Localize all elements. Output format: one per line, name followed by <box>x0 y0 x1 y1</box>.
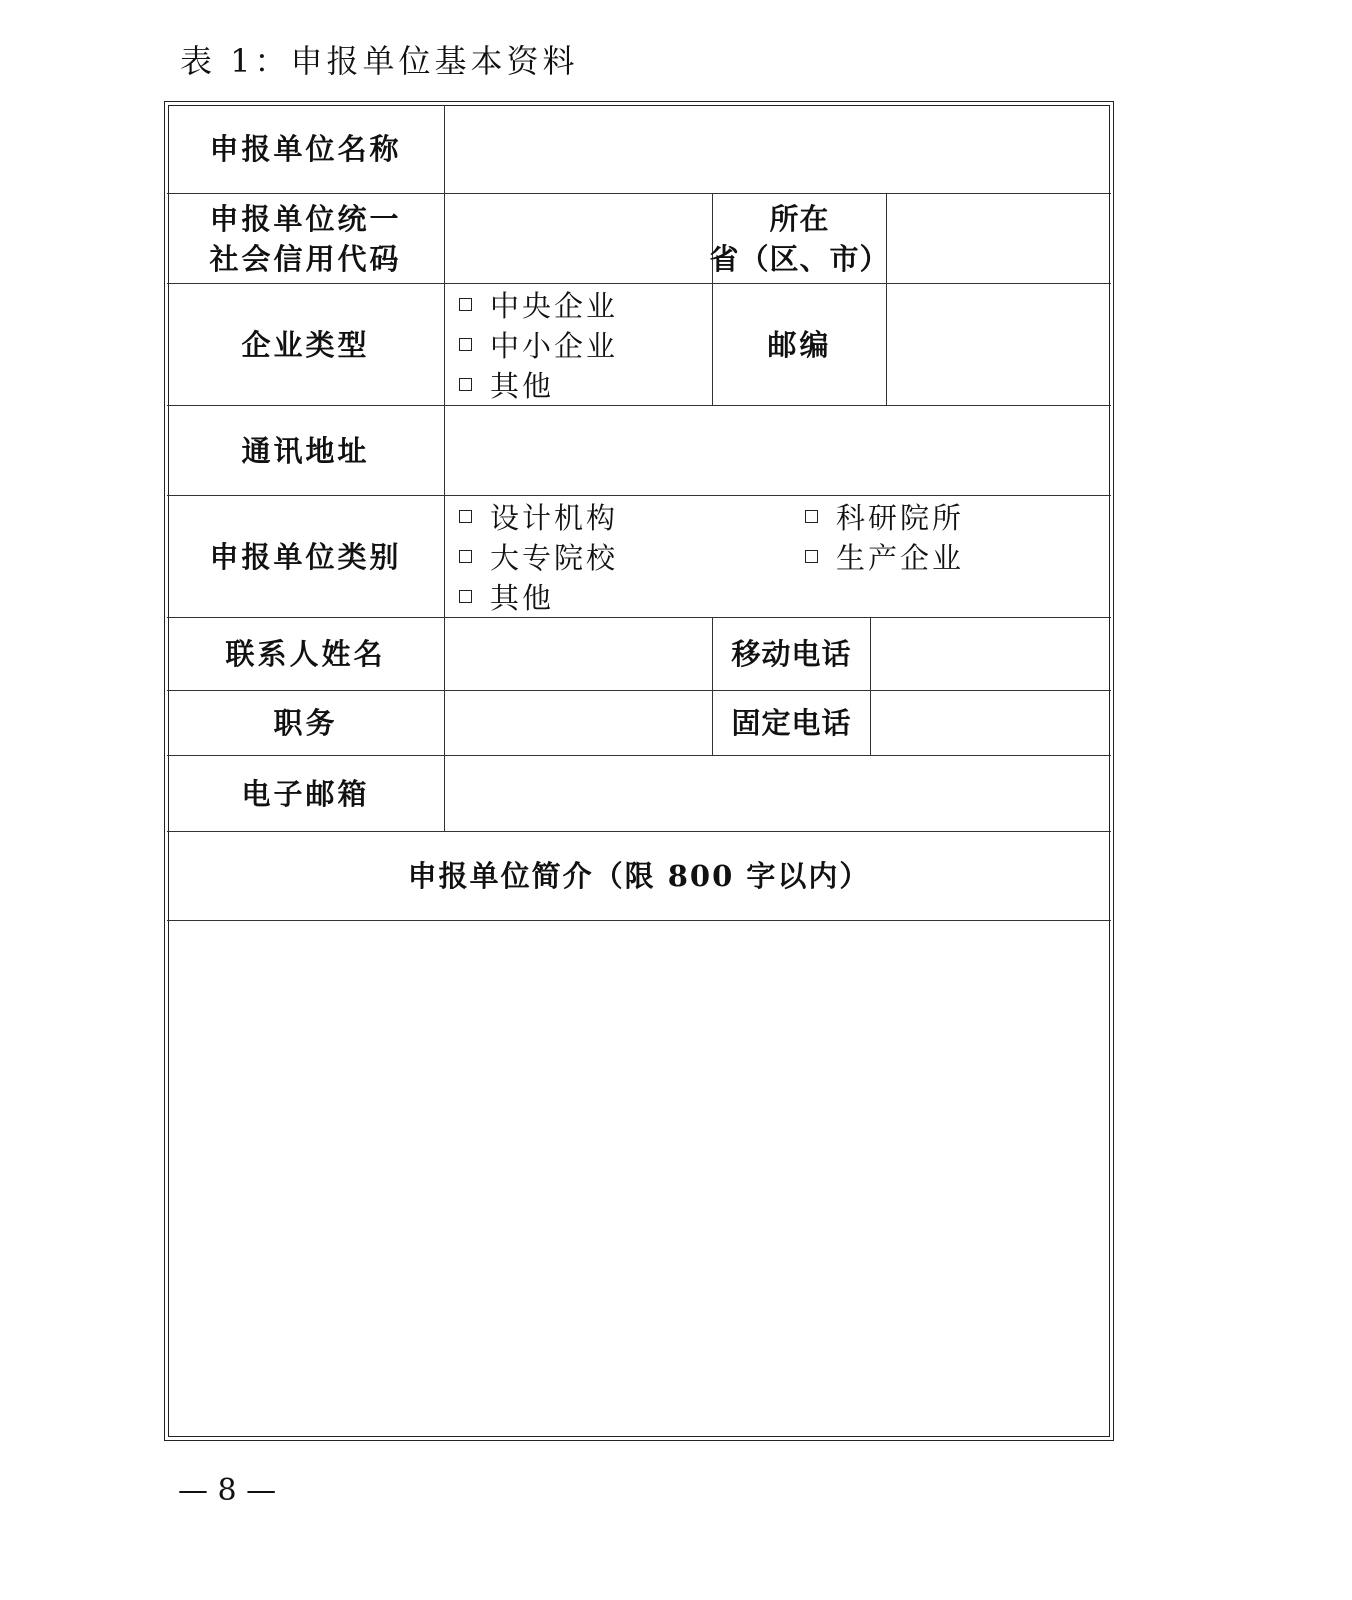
address-label: 通讯地址 <box>241 433 370 468</box>
landline-label: 固定电话 <box>731 706 852 740</box>
province-label-line1: 所在 <box>769 201 830 236</box>
checkbox-icon[interactable] <box>459 510 472 523</box>
unit-category-label: 申报单位类别 <box>209 539 402 574</box>
unit-category-option[interactable] <box>805 536 964 576</box>
intro-label: 申报单位简介（限 800 字以内） <box>407 859 871 893</box>
option-label: 中央企业 <box>490 288 619 323</box>
province-label <box>709 194 890 283</box>
unit-category-option[interactable] <box>459 496 618 536</box>
enterprise-type-label: 企业类型 <box>241 327 370 362</box>
option-label: 科研院所 <box>836 500 965 535</box>
checkbox-icon[interactable] <box>459 338 472 351</box>
credit-code-field[interactable] <box>445 194 712 283</box>
mobile-label: 移动电话 <box>731 637 852 671</box>
option-label: 大专院校 <box>490 540 619 575</box>
checkbox-icon[interactable] <box>459 550 472 563</box>
landline-field[interactable] <box>871 691 1111 755</box>
postcode-field[interactable] <box>887 284 1111 405</box>
option-label: 其他 <box>490 580 555 615</box>
option-label: 生产企业 <box>836 540 965 575</box>
checkbox-icon[interactable] <box>805 510 818 523</box>
credit-code-label-line2: 社会信用代码 <box>209 241 402 276</box>
table-caption: 表 1：申报单位基本资料 <box>180 42 579 80</box>
enterprise-type-option[interactable] <box>459 324 618 364</box>
province-field[interactable] <box>887 194 1111 283</box>
position-label: 职务 <box>273 706 338 740</box>
option-label: 设计机构 <box>490 500 619 535</box>
unit-category-option[interactable] <box>459 576 554 616</box>
page-number: — 8 — <box>178 1473 277 1508</box>
mobile-field[interactable] <box>871 618 1111 690</box>
option-label: 中小企业 <box>490 328 619 363</box>
province-label-line2: 省（区、市） <box>709 241 890 276</box>
contact-name-field[interactable] <box>445 618 712 690</box>
checkbox-icon[interactable] <box>459 378 472 391</box>
unit-category-options <box>445 496 1111 617</box>
unit-category-option[interactable] <box>459 536 618 576</box>
enterprise-type-option[interactable] <box>459 284 618 324</box>
address-field[interactable] <box>445 406 1111 495</box>
credit-code-label-line1: 申报单位统一 <box>209 201 402 236</box>
unit-name-label: 申报单位名称 <box>209 132 402 166</box>
checkbox-icon[interactable] <box>459 298 472 311</box>
unit-name-field[interactable] <box>445 105 1111 193</box>
unit-category-option[interactable] <box>805 496 964 536</box>
postcode-label: 邮编 <box>767 327 832 362</box>
email-label: 电子邮箱 <box>241 776 370 811</box>
credit-code-label <box>167 194 444 283</box>
checkbox-icon[interactable] <box>459 590 472 603</box>
option-label: 其他 <box>490 368 555 403</box>
position-field[interactable] <box>445 691 712 755</box>
checkbox-icon[interactable] <box>805 550 818 563</box>
email-field[interactable] <box>445 756 1111 831</box>
contact-name-label: 联系人姓名 <box>225 637 386 671</box>
enterprise-type-option[interactable] <box>459 364 554 404</box>
enterprise-type-options <box>445 284 712 405</box>
intro-field[interactable] <box>167 921 1111 1437</box>
